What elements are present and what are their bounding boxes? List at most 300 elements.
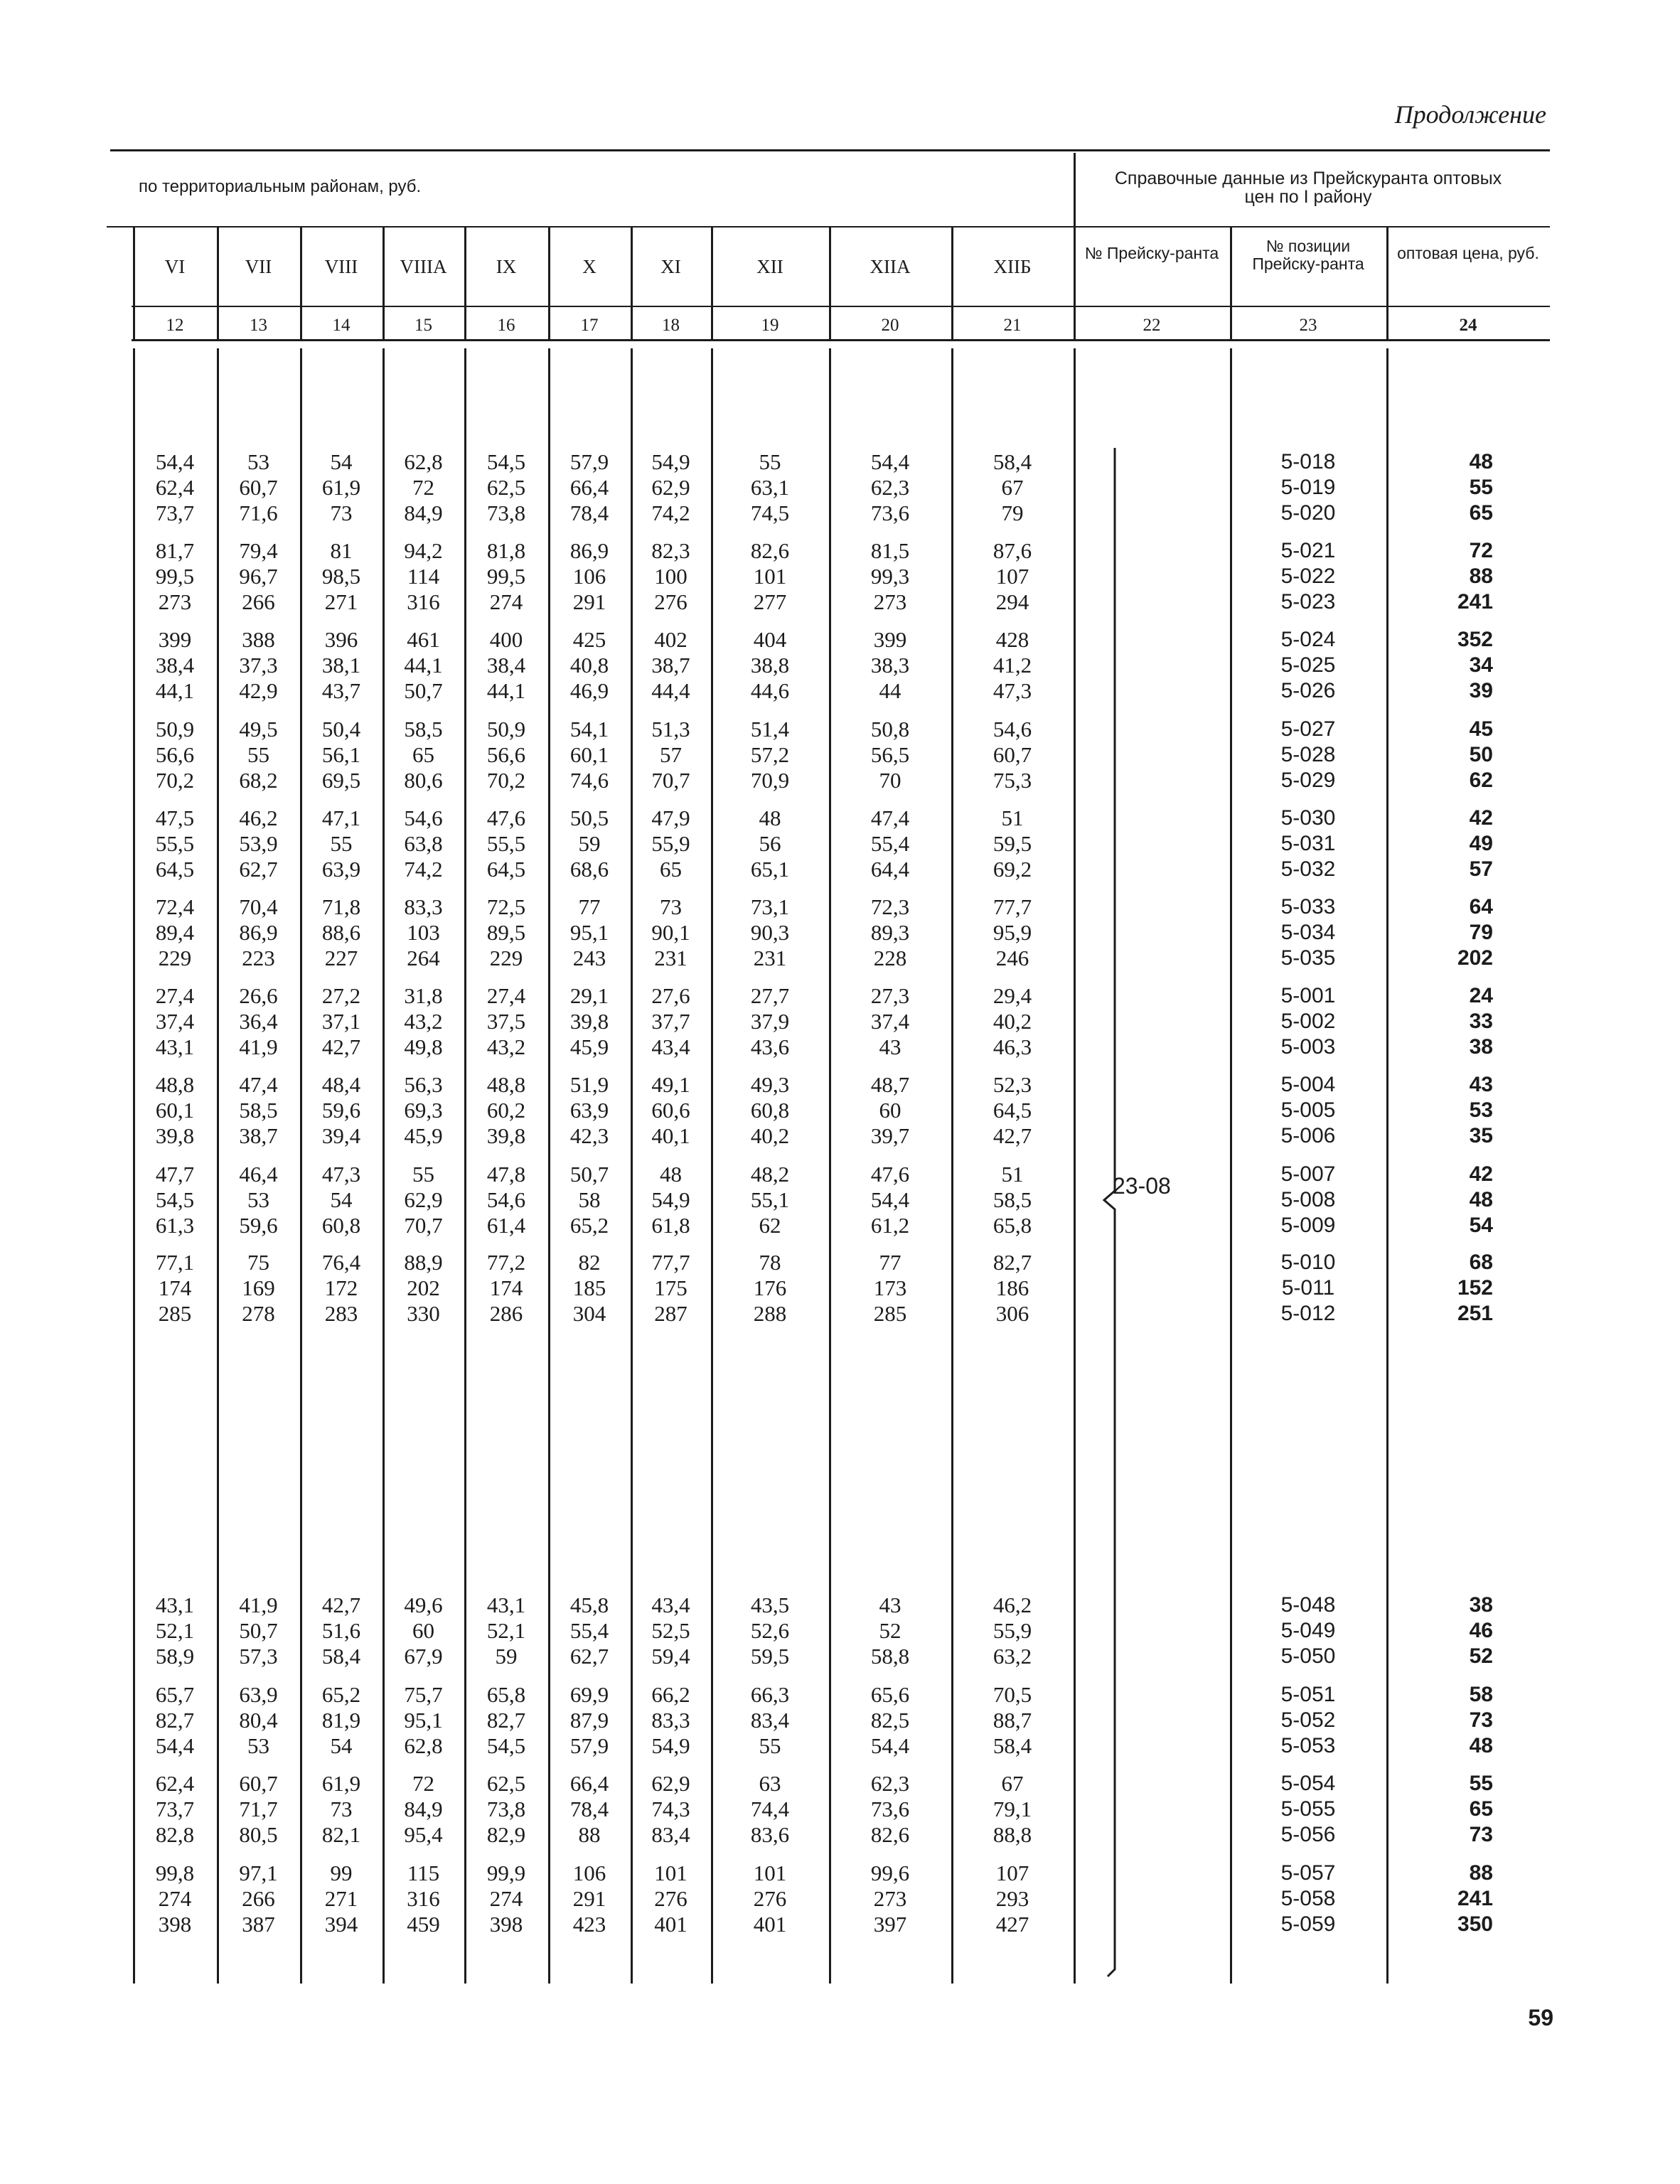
- table-cell: 45,9: [569, 1034, 609, 1059]
- table-cell: 62,3: [870, 1771, 910, 1796]
- column-divider: [1074, 228, 1076, 341]
- table-cell: 41,2: [993, 653, 1032, 678]
- table-cell: 73: [660, 894, 682, 919]
- price-cell: 38: [1469, 1035, 1493, 1059]
- table-cell: 49,8: [404, 1034, 443, 1059]
- table-cell: 74,3: [651, 1797, 690, 1821]
- table-cell: 82,9: [486, 1822, 526, 1847]
- position-cell: 5-019: [1280, 476, 1336, 499]
- table-cell: 66,4: [569, 1771, 609, 1796]
- table-cell: 54: [330, 1187, 353, 1212]
- top-rule: [110, 149, 1550, 151]
- table-cell: 52: [879, 1618, 901, 1643]
- table-cell: 54,4: [870, 1187, 910, 1212]
- table-cell: 27,7: [750, 983, 790, 1008]
- table-cell: 66,4: [569, 475, 609, 500]
- table-cell: 107: [995, 564, 1029, 589]
- table-cell: 95,9: [993, 920, 1032, 945]
- ref-column-number: 24: [1459, 316, 1477, 335]
- column-divider: [548, 228, 550, 341]
- table-cell: 77,2: [486, 1250, 526, 1275]
- table-cell: 61,4: [486, 1213, 526, 1238]
- table-cell: 50,7: [404, 678, 443, 703]
- price-cell: 352: [1457, 628, 1493, 651]
- table-cell: 58,4: [993, 1733, 1032, 1758]
- table-cell: 39,8: [155, 1123, 195, 1148]
- table-cell: 29,4: [993, 983, 1032, 1008]
- table-cell: 80,5: [239, 1822, 278, 1847]
- table-cell: 186: [995, 1275, 1029, 1300]
- table-cell: 81: [330, 538, 353, 563]
- table-cell: 106: [572, 564, 606, 589]
- table-cell: 38,8: [750, 653, 790, 678]
- table-cell: 58,5: [239, 1098, 278, 1123]
- header-right: Справочные данные из Прейскуранта оптовых цен по I району: [1114, 168, 1502, 207]
- table-cell: 58,4: [993, 449, 1032, 474]
- table-cell: 65,7: [155, 1682, 195, 1707]
- price-cell: 53: [1469, 1098, 1493, 1122]
- table-cell: 99,5: [155, 564, 195, 589]
- table-cell: 87,9: [569, 1708, 609, 1733]
- table-cell: 42,3: [569, 1123, 609, 1148]
- table-cell: 55,9: [651, 831, 690, 856]
- price-cell: 72: [1469, 539, 1493, 562]
- table-cell: 58,8: [870, 1644, 910, 1669]
- table-cell: 60,8: [750, 1098, 790, 1123]
- table-cell: 31,8: [404, 983, 443, 1008]
- table-cell: 65,8: [486, 1682, 526, 1707]
- table-cell: 101: [753, 1861, 787, 1885]
- table-cell: 231: [753, 946, 787, 970]
- table-cell: 50,7: [569, 1162, 609, 1187]
- table-cell: 100: [654, 564, 687, 589]
- column-divider: [1074, 348, 1076, 1984]
- column-header: XIIA: [870, 256, 911, 277]
- table-cell: 96,7: [239, 564, 278, 589]
- price-cell: 88: [1469, 564, 1493, 588]
- table-cell: 64,5: [486, 857, 526, 882]
- table-cell: 62,8: [404, 1733, 443, 1758]
- section-divider: [1074, 153, 1076, 228]
- column-divider: [1386, 228, 1389, 341]
- table-cell: 74,6: [569, 768, 609, 793]
- table-cell: 64,5: [993, 1098, 1032, 1123]
- table-cell: 47,3: [993, 678, 1032, 703]
- table-cell: 175: [654, 1275, 687, 1300]
- table-cell: 61,9: [321, 1771, 361, 1796]
- table-cell: 81,9: [321, 1708, 361, 1733]
- column-divider: [829, 348, 831, 1984]
- column-divider: [951, 228, 953, 341]
- price-cell: 62: [1469, 769, 1493, 792]
- column-divider: [829, 228, 831, 341]
- table-cell: 47,6: [870, 1162, 910, 1187]
- table-cell: 57: [660, 742, 682, 767]
- table-cell: 54,6: [993, 717, 1032, 742]
- table-cell: 49,1: [651, 1072, 690, 1097]
- table-cell: 37,9: [750, 1009, 790, 1034]
- table-cell: 43,4: [651, 1592, 690, 1617]
- column-divider: [548, 348, 550, 1984]
- table-cell: 53: [247, 1733, 269, 1758]
- table-cell: 37,4: [155, 1009, 195, 1034]
- table-cell: 44,1: [486, 678, 526, 703]
- table-cell: 99,8: [155, 1861, 195, 1885]
- table-cell: 47,3: [321, 1162, 361, 1187]
- price-cell: 48: [1469, 1188, 1493, 1211]
- table-cell: 29,1: [569, 983, 609, 1008]
- table-cell: 73,8: [486, 1797, 526, 1821]
- position-cell: 5-030: [1280, 806, 1336, 830]
- table-cell: 58,5: [404, 717, 443, 742]
- column-divider: [464, 348, 466, 1984]
- table-cell: 54,5: [155, 1187, 195, 1212]
- position-cell: 5-001: [1280, 984, 1336, 1007]
- table-cell: 427: [995, 1912, 1029, 1937]
- table-cell: 60,1: [155, 1098, 195, 1123]
- table-cell: 80,4: [239, 1708, 278, 1733]
- table-cell: 70,9: [750, 768, 790, 793]
- table-cell: 75: [247, 1250, 269, 1275]
- table-cell: 89,3: [870, 920, 910, 945]
- table-cell: 54,5: [486, 449, 526, 474]
- table-cell: 82,8: [155, 1822, 195, 1847]
- table-cell: 38,4: [486, 653, 526, 678]
- column-divider: [1230, 228, 1232, 341]
- table-cell: 114: [407, 564, 440, 589]
- table-cell: 42,9: [239, 678, 278, 703]
- table-cell: 55,9: [993, 1618, 1032, 1643]
- price-cell: 65: [1469, 501, 1493, 525]
- column-header: VIII: [324, 256, 358, 277]
- table-cell: 61,8: [651, 1213, 690, 1238]
- table-cell: 39,4: [321, 1123, 361, 1148]
- table-cell: 57,9: [569, 449, 609, 474]
- table-cell: 62: [759, 1213, 781, 1238]
- position-cell: 5-006: [1280, 1124, 1336, 1147]
- table-cell: 88: [578, 1822, 601, 1847]
- table-cell: 46,2: [993, 1592, 1032, 1617]
- table-cell: 89,4: [155, 920, 195, 945]
- table-cell: 86,9: [239, 920, 278, 945]
- table-cell: 59,5: [993, 831, 1032, 856]
- table-cell: 65,6: [870, 1682, 910, 1707]
- table-cell: 278: [242, 1301, 275, 1326]
- table-cell: 398: [158, 1912, 192, 1937]
- table-cell: 63,9: [239, 1682, 278, 1707]
- table-cell: 274: [158, 1886, 192, 1911]
- table-cell: 48: [759, 805, 781, 830]
- table-cell: 54,5: [486, 1733, 526, 1758]
- table-cell: 65: [412, 742, 434, 767]
- table-cell: 54,9: [651, 449, 690, 474]
- position-cell: 5-031: [1280, 832, 1336, 855]
- column-number: 21: [1003, 316, 1022, 335]
- table-cell: 47,9: [651, 805, 690, 830]
- table-cell: 399: [158, 627, 192, 652]
- ref-column-header: № Прейску-ранта: [1084, 244, 1219, 262]
- table-cell: 57,9: [569, 1733, 609, 1758]
- table-cell: 402: [654, 627, 687, 652]
- table-cell: 173: [873, 1275, 907, 1300]
- table-cell: 316: [407, 1886, 440, 1911]
- price-cell: 38: [1469, 1593, 1493, 1617]
- table-cell: 95,1: [404, 1708, 443, 1733]
- table-cell: 56,1: [321, 742, 361, 767]
- table-cell: 77: [879, 1250, 901, 1275]
- table-cell: 428: [995, 627, 1029, 652]
- table-cell: 62,4: [155, 1771, 195, 1796]
- table-cell: 81,8: [486, 538, 526, 563]
- table-cell: 73,6: [870, 1797, 910, 1821]
- column-divider: [133, 228, 135, 341]
- table-cell: 79: [1001, 500, 1024, 525]
- price-cell: 202: [1457, 946, 1493, 970]
- price-cell: 241: [1457, 590, 1493, 614]
- table-cell: 185: [572, 1275, 606, 1300]
- table-cell: 73,7: [155, 1797, 195, 1821]
- table-cell: 77: [578, 894, 601, 919]
- column-divider: [711, 228, 713, 341]
- table-cell: 43,2: [486, 1034, 526, 1059]
- table-cell: 50,5: [569, 805, 609, 830]
- table-cell: 67,9: [404, 1644, 443, 1669]
- price-cell: 43: [1469, 1073, 1493, 1096]
- table-cell: 401: [753, 1912, 787, 1937]
- table-cell: 44,4: [651, 678, 690, 703]
- table-cell: 43,1: [155, 1592, 195, 1617]
- table-cell: 71,6: [239, 500, 278, 525]
- column-divider: [382, 348, 385, 1984]
- table-cell: 294: [995, 589, 1029, 614]
- table-cell: 36,4: [239, 1009, 278, 1034]
- table-cell: 46,2: [239, 805, 278, 830]
- price-cell: 73: [1469, 1823, 1493, 1846]
- table-cell: 37,1: [321, 1009, 361, 1034]
- column-divider: [217, 348, 219, 1984]
- position-cell: 5-056: [1280, 1823, 1336, 1846]
- ref-column-header: оптовая цена, руб.: [1397, 244, 1539, 262]
- table-cell: 45,9: [404, 1123, 443, 1148]
- position-cell: 5-012: [1280, 1302, 1336, 1325]
- position-cell: 5-024: [1280, 628, 1336, 651]
- price-cell: 350: [1457, 1912, 1493, 1936]
- table-cell: 90,1: [651, 920, 690, 945]
- table-cell: 44,6: [750, 678, 790, 703]
- position-cell: 5-035: [1280, 946, 1336, 970]
- header-rule-2: [132, 306, 1550, 307]
- table-cell: 52,1: [155, 1618, 195, 1643]
- column-number: 13: [250, 316, 267, 335]
- table-cell: 65,1: [750, 857, 790, 882]
- table-cell: 74,4: [750, 1797, 790, 1821]
- table-cell: 73,7: [155, 500, 195, 525]
- position-cell: 5-003: [1280, 1035, 1336, 1059]
- table-cell: 271: [324, 1886, 358, 1911]
- table-cell: 78,4: [569, 1797, 609, 1821]
- table-cell: 106: [572, 1861, 606, 1885]
- table-cell: 79,4: [239, 538, 278, 563]
- table-cell: 26,6: [239, 983, 278, 1008]
- position-cell: 5-020: [1280, 501, 1336, 525]
- table-cell: 397: [873, 1912, 907, 1937]
- table-cell: 51: [1001, 805, 1024, 830]
- table-cell: 62,4: [155, 475, 195, 500]
- price-cell: 64: [1469, 895, 1493, 919]
- table-cell: 55: [759, 1733, 781, 1758]
- table-cell: 62,9: [651, 1771, 690, 1796]
- price-cell: 24: [1469, 984, 1493, 1007]
- table-cell: 400: [489, 627, 523, 652]
- column-divider: [300, 228, 302, 341]
- table-cell: 62,8: [404, 449, 443, 474]
- table-cell: 39,8: [486, 1123, 526, 1148]
- table-cell: 60,7: [239, 475, 278, 500]
- price-cell: 35: [1469, 1124, 1493, 1147]
- table-cell: 58,4: [321, 1644, 361, 1669]
- table-cell: 62,3: [870, 475, 910, 500]
- table-cell: 27,4: [486, 983, 526, 1008]
- table-cell: 40,8: [569, 653, 609, 678]
- table-cell: 51,6: [321, 1618, 361, 1643]
- table-cell: 69,3: [404, 1098, 443, 1123]
- table-cell: 202: [407, 1275, 440, 1300]
- table-cell: 82,7: [155, 1708, 195, 1733]
- table-cell: 55,1: [750, 1187, 790, 1212]
- table-cell: 99,6: [870, 1861, 910, 1885]
- table-cell: 82,6: [750, 538, 790, 563]
- table-cell: 83,4: [651, 1822, 690, 1847]
- table-cell: 88,6: [321, 920, 361, 945]
- table-cell: 176: [753, 1275, 787, 1300]
- table-cell: 43,7: [321, 678, 361, 703]
- table-cell: 73,1: [750, 894, 790, 919]
- table-cell: 46,9: [569, 678, 609, 703]
- table-cell: 54,9: [651, 1187, 690, 1212]
- table-cell: 63,1: [750, 475, 790, 500]
- table-cell: 59,6: [239, 1213, 278, 1238]
- price-cell: 42: [1469, 1162, 1493, 1186]
- table-cell: 54,4: [155, 449, 195, 474]
- ref-column-number: 22: [1143, 316, 1161, 335]
- table-cell: 66,3: [750, 1682, 790, 1707]
- position-cell: 5-005: [1280, 1098, 1336, 1122]
- table-cell: 287: [654, 1301, 687, 1326]
- column-number: 16: [497, 316, 515, 335]
- table-cell: 84,9: [404, 1797, 443, 1821]
- table-cell: 60,7: [993, 742, 1032, 767]
- table-cell: 461: [407, 627, 440, 652]
- table-cell: 55: [759, 449, 781, 474]
- table-cell: 65,8: [993, 1213, 1032, 1238]
- position-cell: 5-027: [1280, 717, 1336, 741]
- price-cell: 88: [1469, 1861, 1493, 1885]
- table-cell: 47,8: [486, 1162, 526, 1187]
- table-cell: 293: [995, 1886, 1029, 1911]
- table-cell: 73,6: [870, 500, 910, 525]
- table-cell: 43,4: [651, 1034, 690, 1059]
- table-cell: 291: [572, 589, 606, 614]
- table-cell: 288: [753, 1301, 787, 1326]
- table-cell: 65,2: [569, 1213, 609, 1238]
- position-cell: 5-026: [1280, 679, 1336, 702]
- price-cell: 73: [1469, 1708, 1493, 1732]
- table-cell: 59: [578, 831, 601, 856]
- table-cell: 63: [759, 1771, 781, 1796]
- table-cell: 70,5: [993, 1682, 1032, 1707]
- column-divider: [133, 348, 135, 1984]
- header-rule-1: [107, 226, 1074, 228]
- table-cell: 75,3: [993, 768, 1032, 793]
- table-cell: 60,6: [651, 1098, 690, 1123]
- table-cell: 388: [242, 627, 275, 652]
- table-cell: 55,5: [486, 831, 526, 856]
- position-cell: 5-022: [1280, 564, 1336, 588]
- price-cell: 241: [1457, 1887, 1493, 1910]
- table-cell: 37,7: [651, 1009, 690, 1034]
- table-cell: 71,7: [239, 1797, 278, 1821]
- table-cell: 276: [654, 589, 687, 614]
- table-cell: 67: [1001, 1771, 1024, 1796]
- position-cell: 5-018: [1280, 450, 1336, 473]
- table-cell: 172: [324, 1275, 358, 1300]
- price-cell: 79: [1469, 921, 1493, 944]
- table-cell: 41,9: [239, 1592, 278, 1617]
- table-cell: 52,6: [750, 1618, 790, 1643]
- table-cell: 69,9: [569, 1682, 609, 1707]
- table-cell: 48,8: [155, 1072, 195, 1097]
- table-cell: 70,4: [239, 894, 278, 919]
- table-cell: 83,3: [404, 894, 443, 919]
- table-cell: 50,9: [155, 717, 195, 742]
- table-cell: 274: [489, 589, 523, 614]
- column-divider: [464, 228, 466, 341]
- table-cell: 394: [324, 1912, 358, 1937]
- table-cell: 81,7: [155, 538, 195, 563]
- table-cell: 38,7: [239, 1123, 278, 1148]
- table-cell: 80,6: [404, 768, 443, 793]
- position-cell: 5-052: [1280, 1708, 1336, 1732]
- column-header: XI: [660, 256, 681, 277]
- column-header: XII: [756, 256, 783, 277]
- table-cell: 43: [879, 1034, 901, 1059]
- table-cell: 61,2: [870, 1213, 910, 1238]
- table-cell: 55,4: [569, 1618, 609, 1643]
- table-cell: 70,2: [155, 768, 195, 793]
- table-cell: 78,4: [569, 500, 609, 525]
- position-cell: 5-054: [1280, 1772, 1336, 1795]
- table-cell: 276: [753, 1886, 787, 1911]
- table-cell: 57,3: [239, 1644, 278, 1669]
- header-rule-1b: [1074, 226, 1550, 228]
- price-cell: 55: [1469, 1772, 1493, 1795]
- table-cell: 50,4: [321, 717, 361, 742]
- table-cell: 77,7: [651, 1250, 690, 1275]
- price-cell: 48: [1469, 450, 1493, 473]
- group-bracket: [1101, 448, 1143, 1984]
- table-cell: 82,7: [993, 1250, 1032, 1275]
- table-cell: 82,3: [651, 538, 690, 563]
- table-cell: 65: [660, 857, 682, 882]
- table-cell: 74,2: [651, 500, 690, 525]
- table-cell: 64,5: [155, 857, 195, 882]
- price-cell: 55: [1469, 476, 1493, 499]
- price-cell: 54: [1469, 1214, 1493, 1237]
- price-cell: 46: [1469, 1619, 1493, 1642]
- table-cell: 62,9: [404, 1187, 443, 1212]
- price-list-number: 23-08: [1113, 1173, 1171, 1199]
- table-cell: 70: [879, 768, 901, 793]
